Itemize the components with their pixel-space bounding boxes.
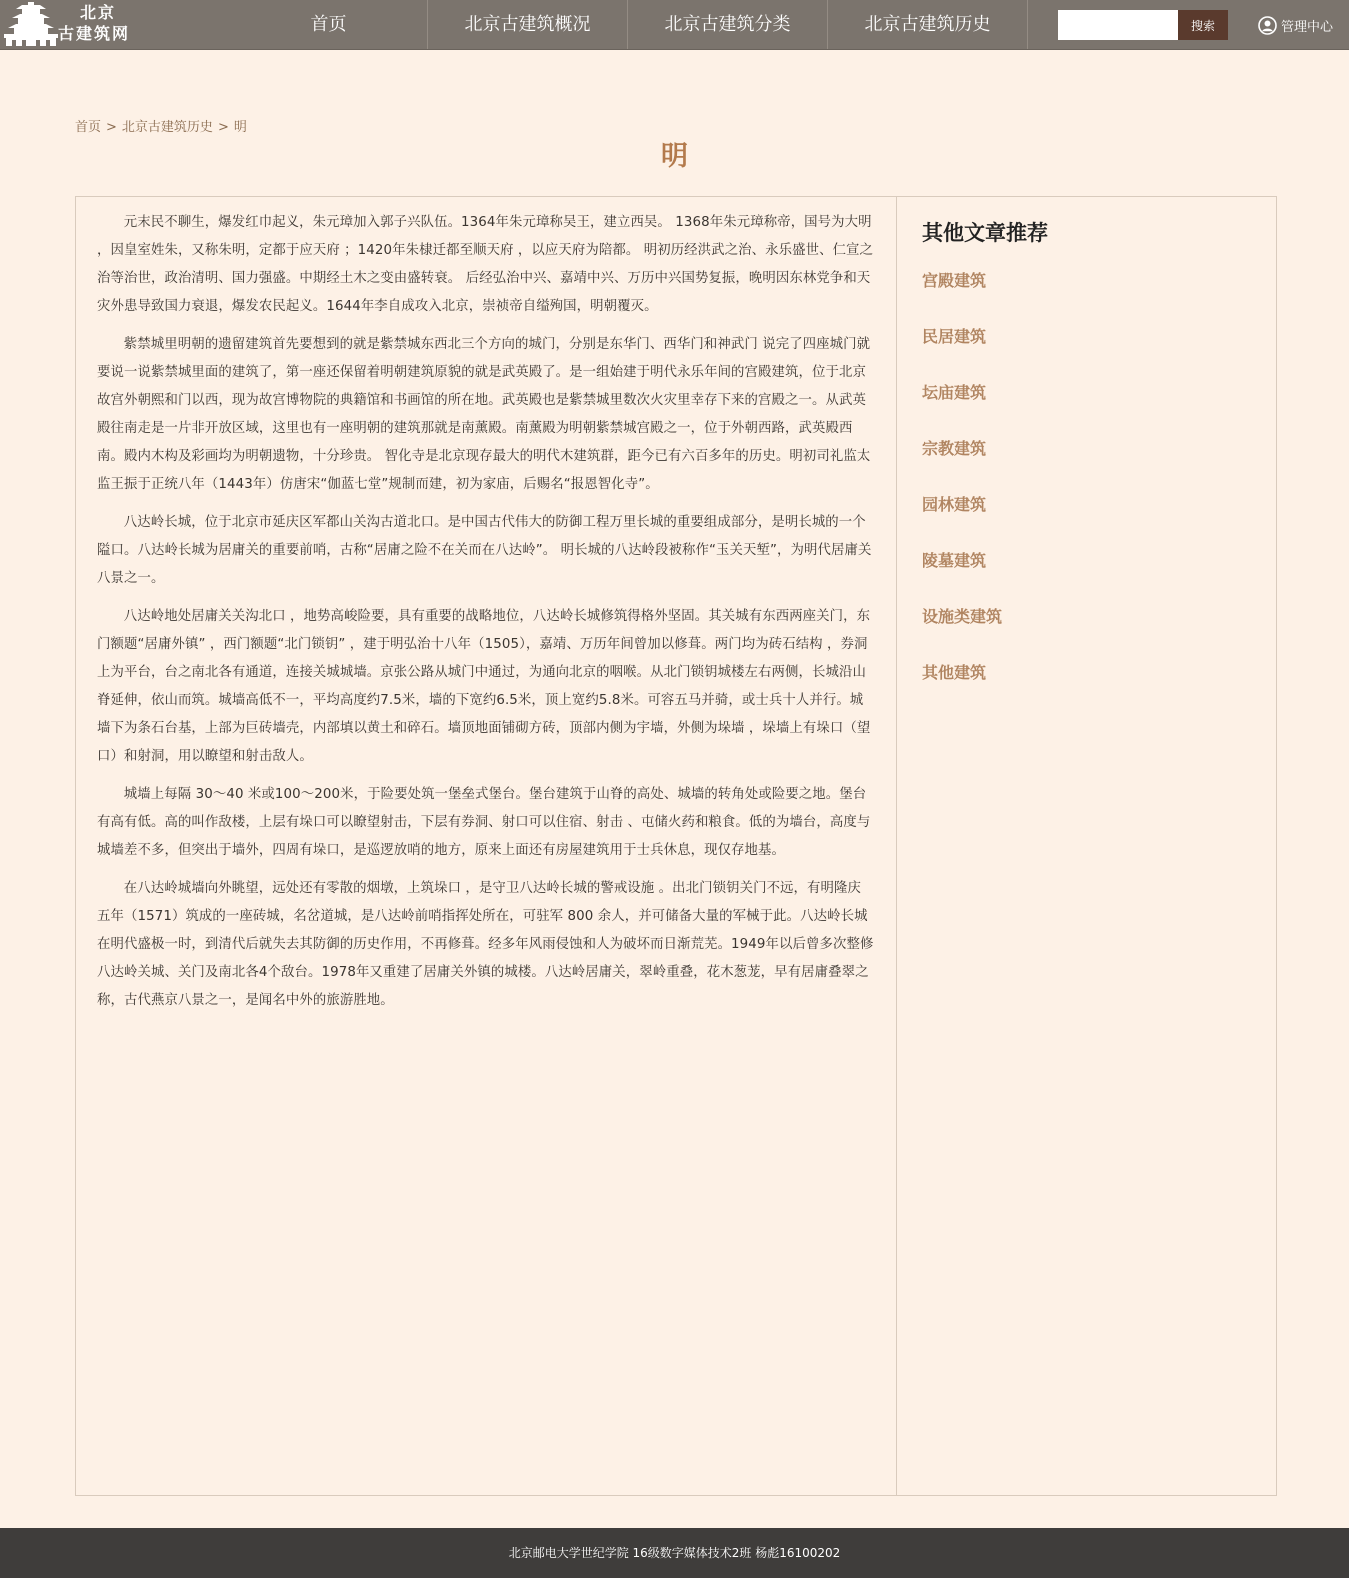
nav-overview[interactable]: 北京古建筑概况 (428, 0, 628, 49)
sidebar-heading: 其他文章推荐 (922, 221, 1048, 245)
pagoda-logo-icon (2, 0, 60, 49)
search-button[interactable]: 搜索 (1178, 10, 1228, 40)
article-paragraph: 元末民不聊生，爆发红巾起义，朱元璋加入郭子兴队伍。1364年朱元璋称吴王，建立西吴。 1368年朱元璋称帝，国号为大明 ，因皇室姓朱，又称朱明，定都于应天府 ；1420年朱棣迁都至顺天府 ，以应天府为陪都。 明初历经洪武之治、永乐盛世、仁宣之治等治世，政治清明、国力强盛。中期经土木之变由盛转衰。 后经弘治中兴、嘉靖中兴、万历中兴国势复振，晚明因东林党争和天灾外患导致国力衰退，爆发农民起义。1644年李自成攻入北京，崇祯帝自缢殉国，明朝覆灭。 (97, 215, 874, 314)
top-bar (0, 0, 1349, 50)
logo-line-1: 北京 (80, 3, 117, 22)
breadcrumb (75, 116, 247, 135)
sidebar-link-temple-altar[interactable]: 坛庙建筑 (922, 383, 987, 402)
sidebar-link-garden[interactable]: 园林建筑 (922, 495, 987, 514)
footer-text: 北京邮电大学世纪学院 16级数字媒体技术2班 杨彪16100202 (508, 1546, 841, 1560)
sidebar-link-other[interactable]: 其他建筑 (922, 663, 987, 682)
breadcrumb-separator: > (217, 120, 229, 135)
sidebar-link-mausoleum[interactable]: 陵墓建筑 (922, 551, 987, 570)
article-paragraph: 八达岭地处居庸关关沟北口 ，地势高峻险要，具有重要的战略地位，八达岭长城修筑得格外坚固。其关城有东西两座关门，东门额题“居庸外镇” ，西门额题“北门锁钥” ，建于明弘治十八年（1505），嘉靖、万历年间曾加以修葺。两门均为砖石结构 ，券洞上为平台，台之南北各有通道，连接关城城墙。京张公路从城门中通过，为通向北京的咽喉。从北门锁钥城楼左右两侧，长城沿山脊延伸，依山而筑。城墙高低不一，平均高度约7.5米，墙的下宽约6.5米，顶上宽约5.8米。可容五马并骑，或士兵十人并行。城墙下为条石台基，上部为巨砖墙壳，内部填以黄土和碎石。墙顶地面铺砌方砖，顶部内侧为宇墙，外侧为垛墙 ，垛墙上有垛口（望口）和射洞，用以瞭望和射击敌人。 (97, 609, 871, 764)
breadcrumb-section[interactable]: 北京古建筑历史 (121, 120, 213, 135)
footer (0, 1528, 1349, 1578)
content-box (75, 196, 1277, 1496)
nav-categories[interactable]: 北京古建筑分类 (628, 0, 828, 49)
breadcrumb-separator: > (106, 120, 117, 135)
logo-line-2: 古建筑网 (58, 24, 131, 43)
nav-home[interactable]: 首页 (230, 0, 428, 49)
sidebar-link-facility[interactable]: 设施类建筑 (922, 607, 1003, 626)
article-paragraph: 八达岭长城，位于北京市延庆区军都山关沟古道北口。是中国古代伟大的防御工程万里长城的重要组成部分，是明长城的一个隘口。八达岭长城为居庸关的重要前哨，古称“居庸之险不在关而在八达岭”。 明长城的八达岭段被称作“玉关天堑”，为明代居庸关八景之一。 (97, 515, 872, 586)
article-paragraph: 城墙上每隔 30～40 米或100～200米，于险要处筑一堡垒式堡台。堡台建筑于山脊的高处、城墙的转角处或险要之地。堡台有高有低。高的叫作敌楼，上层有垛口可以瞭望射击，下层有券洞、射口可以住宿、射击 、屯储火药和粮食。低的为墙台，高度与城墙差不多，但突出于墙外，四周有垛口，是巡逻放哨的地方，原来上面还有房屋建筑用于士兵休息，现仅存地基。 (97, 787, 871, 858)
main-nav (230, 0, 1028, 49)
search-input[interactable] (1058, 10, 1178, 40)
breadcrumb-current: 明 (233, 120, 247, 135)
article-paragraph: 紫禁城里明朝的遗留建筑首先要想到的就是紫禁城东西北三个方向的城门，分别是东华门、西华门和神武门 说完了四座城门就要说一说紫禁城里面的建筑了，第一座还保留着明朝建筑原貌的就是武英殿了。是一组始建于明代永乐年间的宫殿建筑，位于北京故宫外朝熙和门以西，现为故宫博物院的典籍馆和书画馆的所在地。武英殿也是紫禁城里数次火灾里幸存下来的宫殿之一。从武英殿往南走是一片非开放区域，这里也有一座明朝的建筑那就是南薰殿。南薰殿为明朝紫禁城宫殿之一，位于外朝西路，武英殿西南。殿内木构及彩画均为明朝遗物，十分珍贵。 智化寺是北京现存最大的明代木建筑群，距今已有六百多年的历史。明初司礼监太监王振于正统八年（1443年）仿唐宋“伽蓝七堂”规制而建，初为家庙，后赐名“报恩智化寺”。 (97, 337, 871, 492)
admin-center-label: 管理中心 (1281, 19, 1334, 35)
user-icon (1258, 16, 1277, 35)
article-body (76, 197, 897, 1495)
site-logo[interactable] (0, 0, 140, 49)
recommended-articles (922, 215, 1242, 719)
sidebar-link-religious[interactable]: 宗教建筑 (922, 439, 987, 458)
article-paragraph: 在八达岭城墙向外眺望，远处还有零散的烟墩，上筑垛口 ，是守卫八达岭长城的警戒设施 。出北门锁钥关门不远，有明隆庆五年（1571）筑成的一座砖城，名岔道城，是八达岭前哨指挥处所在，可驻军 800 余人，并可储备大量的军械于此。八达岭长城在明代盛极一时，到清代后就失去其防御的历史作用，不再修葺。经多年风雨侵蚀和人为破坏而日渐荒芜。1949年以后曾多次整修八达岭关城、关门及南北各4个敌台。1978年又重建了居庸关外镇的城楼。八达岭居庸关，翠岭重叠，花木葱茏，早有居庸叠翠之称，古代燕京八景之一，是闻名中外的旅游胜地。 (97, 881, 874, 1008)
nav-history[interactable]: 北京古建筑历史 (828, 0, 1028, 49)
sidebar-link-palace[interactable]: 宫殿建筑 (922, 271, 987, 290)
breadcrumb-home[interactable]: 首页 (75, 120, 102, 135)
page-title: 明 (661, 141, 688, 172)
sidebar-link-residence[interactable]: 民居建筑 (922, 327, 987, 346)
logo-text (58, 2, 138, 44)
admin-center-link[interactable] (1258, 15, 1333, 35)
